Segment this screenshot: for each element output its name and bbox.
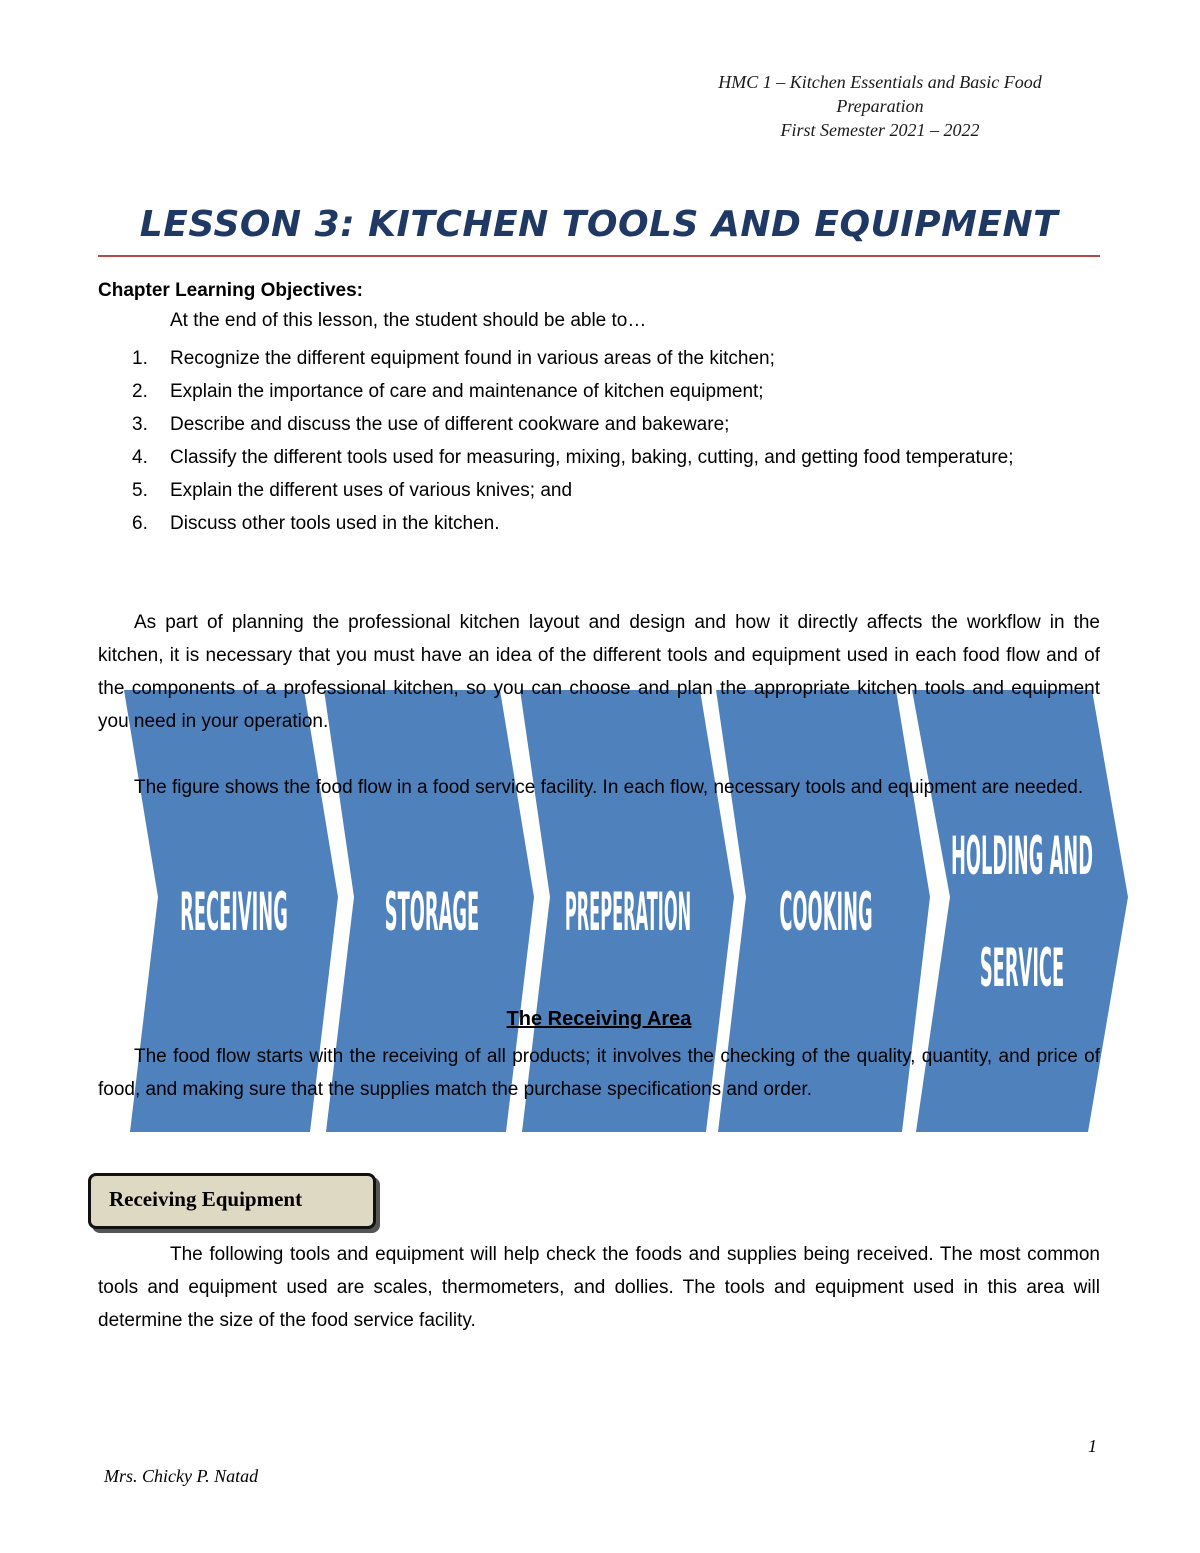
flow-label-storage: STORAGE [384,882,480,944]
lesson-title: LESSON 3: KITCHEN TOOLS AND EQUIPMENT [139,204,1059,245]
objective-item: 2. Explain the importance of care and maintenance of kitchen equipment; [132,381,764,402]
objective-item: 4. Classify the different tools used for measuring, mixing, baking, cutting, and getting food temperature; [132,447,1014,468]
receiving-equipment-box [88,1173,376,1229]
page-number: 1 [1088,1436,1097,1456]
flow-label-holding: HOLDING AND [951,826,1093,888]
receiving-area-heading: The Receiving Area [506,1008,692,1030]
footer-author: Mrs. Chicky P. Natad [104,1466,259,1486]
paragraph-planning: As part of planning the professional kitchen layout and design and how it directly affects the workflow in the kitchen, it is necessary that you must have an idea of the different tools and equipment used in each food flow and of the components of a professional kitchen, so you can choose and plan the appropriate kitchen tools and equipment you need in your operation. [98,612,1100,732]
objective-item: 5. Explain the different uses of various knives; and [132,480,573,501]
objectives-heading: Chapter Learning Objectives: [98,280,364,301]
flow-label-preparation: PREPERATION [564,883,692,944]
objective-item: 1. Recognize the different equipment found in various areas of the kitchen; [132,348,775,369]
flow-label-service: SERVICE [979,938,1065,1000]
objective-item: 6. Discuss other tools used in the kitchen. [132,513,500,534]
header-semester: First Semester 2021 – 2022 [780,120,980,140]
receiving-equipment-label: Receiving Equipment [109,1187,303,1211]
paragraph-figure-intro: The figure shows the food flow in a food service facility. In each flow, necessary tools and equipment are needed. [134,777,1084,798]
paragraph-receiving-area: The food flow starts with the receiving of all products; it involves the checking of the quality, quantity, and price of food, and making sure that the supplies match the purchase specifications and order. [98,1046,1100,1100]
objectives-intro: At the end of this lesson, the student should be able to… [170,310,647,331]
objective-item: 3. Describe and discuss the use of different cookware and bakeware; [132,414,730,435]
flow-label-receiving: RECEIVING [180,882,288,944]
flow-label-cooking: COOKING [779,882,873,944]
header-course-cont: Preparation [836,96,924,116]
header-course: HMC 1 – Kitchen Essentials and Basic Food [718,72,1042,92]
paragraph-receiving-equipment: The following tools and equipment will help check the foods and supplies being received. The most common tools and equipment used are scales, thermometers, and dollies. The tools and equipment used in this area will determine the size of the food service facility. [98,1244,1100,1331]
